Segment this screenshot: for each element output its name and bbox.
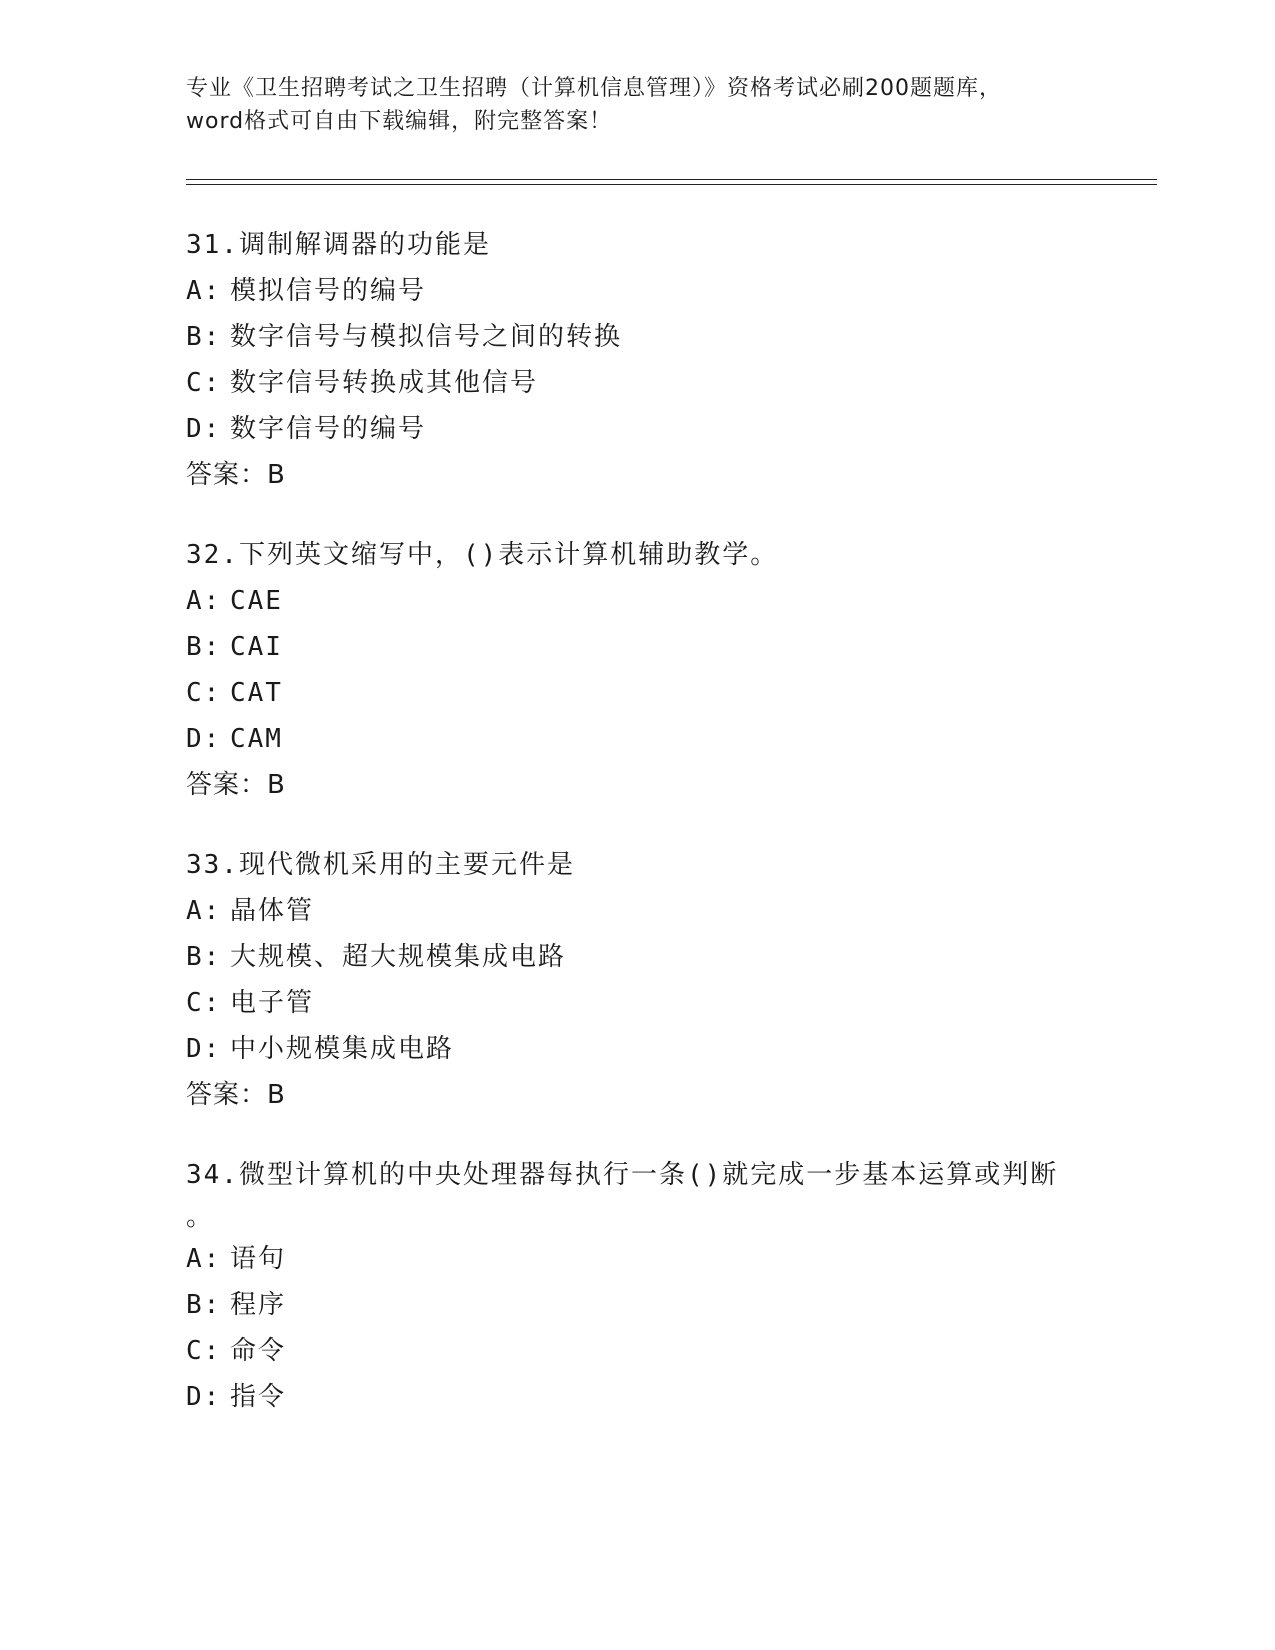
answer: 答案：B [186, 460, 286, 490]
option-text: CAE [230, 586, 283, 616]
option-label: B: [186, 942, 222, 972]
option-text: 语句 [230, 1244, 287, 1274]
question-32 [186, 532, 1086, 808]
option-a [186, 268, 1086, 314]
option-text: 命令 [230, 1336, 287, 1366]
option-text: 数字信号转换成其他信号 [230, 368, 539, 398]
option-c [186, 1328, 1086, 1374]
question-title: 32.下列英文缩写中，()表示计算机辅助教学。 [186, 540, 779, 570]
question-title: 31.调制解调器的功能是 [186, 230, 491, 260]
question-title-continuation: 。 [186, 1202, 215, 1232]
double-rule-divider [186, 179, 1157, 185]
option-text: CAT [230, 678, 283, 708]
option-text: 电子管 [230, 988, 315, 1018]
option-label: A: [186, 276, 222, 306]
option-a [186, 1236, 1086, 1282]
option-a [186, 888, 1086, 934]
option-text: 数字信号与模拟信号之间的转换 [230, 322, 623, 352]
option-d [186, 406, 1086, 452]
option-text: 中小规模集成电路 [230, 1034, 455, 1064]
question-31 [186, 222, 1086, 498]
answer: 答案：B [186, 770, 286, 800]
option-c [186, 360, 1086, 406]
option-label: D: [186, 1034, 222, 1064]
option-b [186, 314, 1086, 360]
option-text: 指令 [230, 1382, 287, 1412]
option-d [186, 1374, 1086, 1420]
option-label: B: [186, 1290, 222, 1320]
header-line-2: word格式可自由下载编辑，附完整答案！ [186, 109, 613, 134]
option-label: A: [186, 586, 222, 616]
option-label: B: [186, 632, 222, 662]
option-label: C: [186, 678, 222, 708]
question-title: 34.微型计算机的中央处理器每执行一条()就完成一步基本运算或判断 [186, 1160, 1059, 1190]
option-b [186, 934, 1086, 980]
header-line-1: 专业《卫生招聘考试之卫生招聘（计算机信息管理）》资格考试必刷200题题库， [186, 76, 1002, 101]
option-b [186, 624, 1086, 670]
option-label: C: [186, 368, 222, 398]
option-text: CAI [230, 632, 283, 662]
question-34 [186, 1152, 1086, 1420]
option-label: D: [186, 414, 222, 444]
option-label: C: [186, 988, 222, 1018]
option-d [186, 1026, 1086, 1072]
option-a [186, 578, 1086, 624]
document-header [186, 72, 1086, 138]
option-b [186, 1282, 1086, 1328]
option-label: D: [186, 724, 222, 754]
option-text: 模拟信号的编号 [230, 276, 427, 306]
option-text: CAM [230, 724, 283, 754]
option-label: C: [186, 1336, 222, 1366]
option-label: A: [186, 1244, 222, 1274]
option-text: 程序 [230, 1290, 287, 1320]
option-d [186, 716, 1086, 762]
answer: 答案：B [186, 1080, 286, 1110]
question-33 [186, 842, 1086, 1118]
option-label: B: [186, 322, 222, 352]
option-text: 晶体管 [230, 896, 315, 926]
option-text: 数字信号的编号 [230, 414, 427, 444]
option-label: D: [186, 1382, 222, 1412]
option-c [186, 980, 1086, 1026]
question-title: 33.现代微机采用的主要元件是 [186, 850, 575, 880]
option-text: 大规模、超大规模集成电路 [230, 942, 567, 972]
option-c [186, 670, 1086, 716]
option-label: A: [186, 896, 222, 926]
